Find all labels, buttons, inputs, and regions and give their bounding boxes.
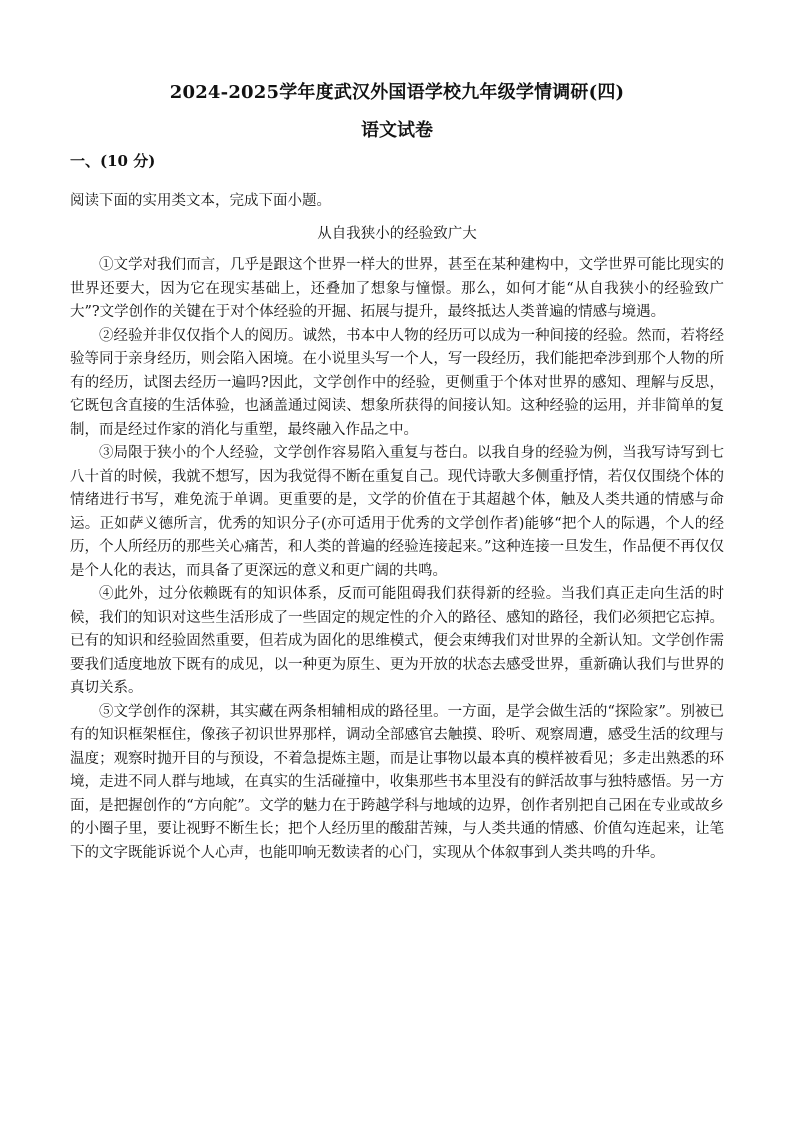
exam-subtitle: 语文试卷	[361, 120, 433, 141]
exam-title: 2024-2025学年度武汉外国语学校九年级学情调研(四)	[169, 82, 625, 103]
article-title: 从自我狭小的经验致广大	[317, 226, 477, 242]
section-instruction: 阅读下面的实用类文本，完成下面小题。	[70, 193, 331, 209]
article-paragraph-4: ④此外，过分依赖既有的知识体系，反而可能阻碍我们获得新的经验。当我们真正走向生活的时候，我们的知识对这些生活形成了一些固定的规定性的介入的路径、感知的路径，我们必须把它忘掉。已有的知识和经验固然重要，但若成为固化的思维模式，便会束缚我们对世界的全新认知。文学创作需要我们适度地放下既有的成见，以一种更为原生、更为开放的状态去感受世界，重新确认我们与世界的真切关系。	[70, 586, 724, 696]
section-heading: 一、(10 分)	[70, 152, 156, 170]
article-paragraph-2: ②经验并非仅仅指个人的阅历。诚然，书本中人物的经历可以成为一种间接的经验。然而，若将经验等同于亲身经历，则会陷入困境。在小说里头写一个人，写一段经历，我们能把牵涉到那个人物的所有的经历，试图去经历一遍吗?因此，文学创作中的经验，更侧重于个体对世界的感知、理解与反思，它既包含直接的生活体验，也涵盖通过阅读、想象所获得的间接认知。这种经验的运用，并非简单的复制，而是经过作家的消化与重塑，最终融入作品之中。	[70, 327, 724, 438]
article-paragraph-1: ①文学对我们而言，几乎是跟这个世界一样大的世界，甚至在某种建构中，文学世界可能比现实的世界还要大，因为它在现实基础上，还叠加了想象与憧憬。那么，如何才能“从自我狭小的经验致广大”?文学创作的关键在于对个体经验的开掘、拓展与提升，最终抵达人类普遍的情感与境遇。	[70, 257, 724, 320]
exam-page	[70, 0, 724, 1123]
article-body	[70, 254, 724, 865]
article-paragraph-5: ⑤文学创作的深耕，其实藏在两条相辅相成的路径里。一方面，是学会做生活的“探险家”。别被已有的知识框架框住，像孩子初识世界那样，调动全部感官去触摸、聆听、观察周遭，感受生活的纹理与温度；观察时抛开目的与预设，不着急提炼主题，而是让事物以最本真的模样被看见；多走出熟悉的环境，走进不同人群与地域，在真实的生活碰撞中，收集那些书本里没有的鲜活故事与独特感悟。另一方面，是把握创作的“方向舵”。文学的魅力在于跨越学科与地域的边界，创作者别把自己困在专业或故乡的小圈子里，要让视野不断生长；把个人经历里的酸甜苦辣，与人类共通的情感、价值勾连起来，让笔下的文字既能诉说个人心声，也能叩响无数读者的心门，实现从个体叙事到人类共鸣的升华。	[70, 703, 724, 861]
article-paragraph-3: ③局限于狭小的个人经验，文学创作容易陷入重复与苍白。以我自身的经验为例，当我写诗写到七八十首的时候，我就不想写，因为我觉得不断在重复自己。现代诗歌大多侧重抒情，若仅仅围绕个体的情绪进行书写，难免流于单调。更重要的是，文学的价值在于其超越个体，触及人类共通的情感与命运。正如萨义德所言，优秀的知识分子(亦可适用于优秀的文学创作者)能够“把个人的际遇，个人的经历，个人所经历的那些关心痛苦，和人类的普遍的经验连接起来。”这种连接一旦发生，作品便不再仅仅是个人化的表达，而具备了更深远的意义和更广阔的共鸣。	[70, 445, 724, 579]
